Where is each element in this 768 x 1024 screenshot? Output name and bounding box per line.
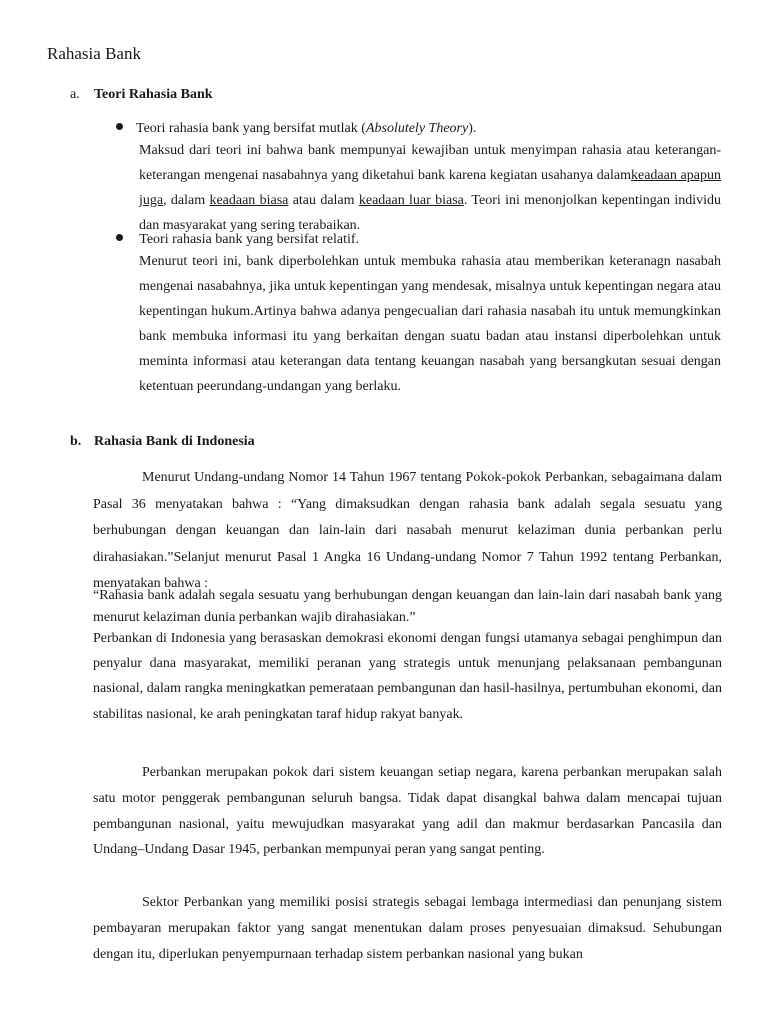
bullet-icon (116, 234, 123, 241)
underlined-phrase: keadaan apapun juga (139, 168, 721, 208)
bullet-1-paragraph: Maksud dari teori ini bahwa bank mempunyai kewajiban untuk menyimpan rahasia atau keterangan-keterangan mengenai nasabahnya yang diketahui bank karena kegiatan usahanya dalamkeadaan apapun juga, dalam keadaan biasa atau dalam keadaan luar biasa. Teori ini menonjolkan kepentingan individu dan masyarakat yang sering terabaikan. (139, 143, 721, 233)
section-a-title: Teori Rahasia Bank (94, 87, 213, 102)
section-b-paragraph-4: Sektor Perbankan yang memiliki posisi strategis sebagai lembaga intermediasi dan penunjang sistem pembayaran merupakan faktor yang sangat menentukan dalam proses penyesuaian dimaksud. Sehubungan dengan itu, diperlukan penyempurnaan terhadap sistem perbankan nasional yang bukan (93, 895, 722, 962)
section-b-paragraph-3: Perbankan merupakan pokok dari sistem keuangan setiap negara, karena perbankan merupakan salah satu motor penggerak pembangunan seluruh bangsa. Tidak dapat disangkal bahwa dalam mencapai tujuan pembangunan nasional, yaitu mewujudkan masyarakat yang adil dan makmur berdasarkan Pancasila dan Undang–Undang Dasar 1945, perbankan mempunyai peran yang sangat penting. (93, 765, 722, 858)
section-b-paragraph-1: Menurut Undang-undang Nomor 14 Tahun 1967 tentang Pokok-pokok Perbankan, sebagaimana dalam Pasal 36 menyatakan bahwa : “Yang dimaksudkan dengan rahasia bank adalah segala sesuatu yang berhubungan dengan keuangan dan lain-lain dari nasabah menurut kelaziman dunia perbankan perlu dirahasiakan.”Selanjut menurut Pasal 1 Angka 16 Undang-undang Nomor 7 Tahun 1992 tentang Perbankan, menyatakan bahwa : (93, 470, 722, 591)
bullet-icon (116, 123, 123, 130)
section-a-marker: a. (70, 87, 80, 102)
section-b-heading (70, 434, 255, 450)
bullet-1-lead: Teori rahasia bank yang bersifat mutlak (Absolutely Theory). (116, 121, 476, 137)
underlined-phrase: keadaan luar biasa (358, 193, 464, 208)
document-title: Rahasia Bank (47, 44, 141, 63)
section-b-paragraph-2: Perbankan di Indonesia yang berasaskan demokrasi ekonomi dengan fungsi utamanya sebagai penghimpun dan penyalur dana masyarakat, memiliki peranan yang strategis untuk menunjang pelaksanaan pembangunan nasional, dalam rangka meningkatkan pemerataan pembangunan dan hasil-hasilnya, pertumbuhan ekonomi, dan stabilitas nasional, ke arah peningkatan taraf hidup rakyat banyak. (93, 631, 722, 722)
section-b-title: Rahasia Bank di Indonesia (94, 434, 255, 449)
underlined-phrase: keadaan biasa (209, 193, 289, 208)
bullet-2-lead: Teori rahasia bank yang bersifat relatif. (116, 232, 359, 248)
lead-italic: Absolutely Theory (365, 121, 469, 136)
section-a-heading (70, 87, 213, 103)
section-b-marker: b. (70, 434, 82, 449)
bullet-2-paragraph: Menurut teori ini, bank diperbolehkan untuk membuka rahasia atau memberikan keteranagn nasabah mengenai nasabahnya, jika untuk kepentingan yang mendesak, misalnya untuk kepentingan negara atau kepentingan hukum.Artinya bahwa adanya pengecualian dari rahasia nasabah itu untuk memungkinkan bank membuka informasi itu yang berkaitan dengan suatu badan atau instansi diperbolehkan untuk meminta informasi atau keterangan data tentang keuangan nasabah yang bersangkutan sesuai dengan ketentuan peerundang-undangan yang berlaku. (139, 254, 721, 394)
section-b-quote: “Rahasia bank adalah segala sesuatu yang berhubungan dengan keuangan dan lain-lain dari nasabah bank yang menurut kelaziman dunia perbankan wajib dirahasiakan.” (93, 588, 722, 625)
